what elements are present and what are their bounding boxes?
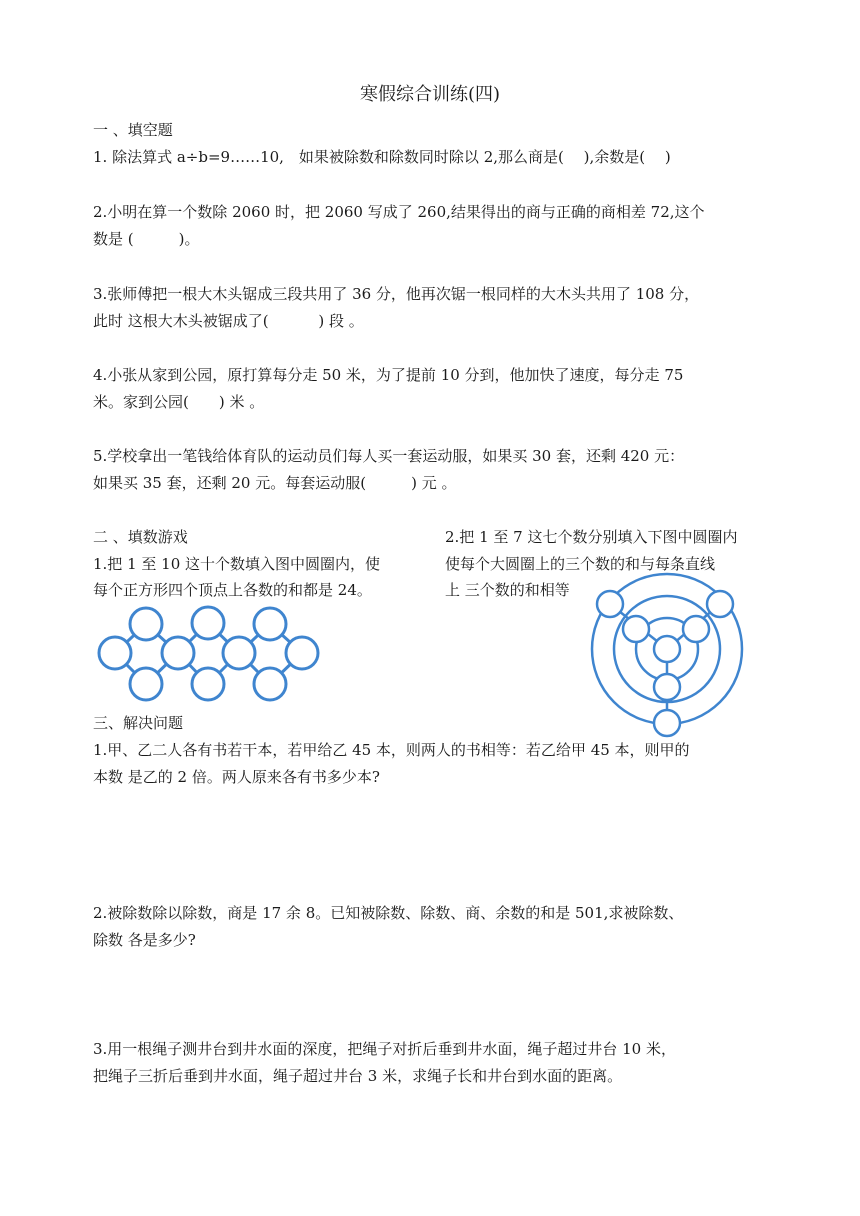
section1-heading: 一 、填空题 <box>93 121 173 139</box>
blank-circle <box>99 637 131 669</box>
question-2-2-line3: 上 三个数的和相等 <box>445 581 570 599</box>
blank-circle <box>654 710 680 736</box>
blank-circle <box>623 616 649 642</box>
question-1-4-line2: 米。家到公园( ) 米 。 <box>93 393 265 411</box>
blank-circle <box>192 668 224 700</box>
blank-circle <box>192 607 224 639</box>
question-2-1-line2: 每个正方形四个顶点上各数的和都是 24。 <box>93 581 372 599</box>
question-3-1-line2: 本数 是乙的 2 倍。两人原来各有书多少本? <box>93 768 380 786</box>
blank-circle <box>254 668 286 700</box>
question-1-2-line2: 数是 ( )。 <box>93 230 200 248</box>
question-3-2-line2: 除数 各是多少? <box>93 931 196 949</box>
blank-circle <box>130 608 162 640</box>
blank-circle <box>707 591 733 617</box>
question-2-1-line1: 1.把 1 至 10 这十个数填入图中圆圈内，使 <box>93 555 381 573</box>
question-1-5-line1: 5.学校拿出一笔钱给体育队的运动员们每人买一套运动服，如果买 30 套，还剩 420 元： <box>93 447 685 465</box>
squares-circle-diagram <box>96 604 326 704</box>
blank-circle <box>654 636 680 662</box>
concentric-circles-diagram <box>590 577 750 742</box>
blank-circle <box>162 637 194 669</box>
blank-circle <box>130 668 162 700</box>
question-3-3-line1: 3.用一根绳子测井台到井水面的深度，把绳子对折后垂到井水面，绳子超过井台 10 米， <box>93 1040 676 1058</box>
question-2-2-line2: 使每个大圆圈上的三个数的和与每条直线 <box>445 555 716 573</box>
question-1-3-line2: 此时 这根大木头被锯成了( ) 段 。 <box>93 312 364 330</box>
question-3-1-line1: 1.甲、乙二人各有书若干本，若甲给乙 45 本，则两人的书相等：若乙给甲 45 本，则甲的 <box>93 741 690 759</box>
section3-heading: 三、解决问题 <box>93 714 184 732</box>
blank-circle <box>254 608 286 640</box>
blank-circle <box>597 591 623 617</box>
blank-circle <box>654 674 680 700</box>
question-1-2-line1: 2.小明在算一个数除 2060 时，把 2060 写成了 260,结果得出的商与正确的商相差 72,这个 <box>93 203 705 221</box>
page-title: 寒假综合训练(四) <box>359 84 501 105</box>
question-2-2-line1: 2.把 1 至 7 这七个数分别填入下图中圆圈内 <box>445 528 738 546</box>
section2-heading: 二 、填数游戏 <box>93 528 188 546</box>
question-3-3-line2: 把绳子三折后垂到井水面，绳子超过井台 3 米，求绳子长和井台到水面的距离。 <box>93 1067 623 1085</box>
blank-circle <box>286 637 318 669</box>
blank-circle <box>223 637 255 669</box>
question-1-1: 1. 除法算式 a÷b=9……10, 如果被除数和除数同时除以 2,那么商是( ),余数是( ) <box>93 148 671 166</box>
question-1-3-line1: 3.张师傅把一根大木头锯成三段共用了 36 分，他再次锯一根同样的大木头共用了 108 分， <box>93 285 700 303</box>
question-1-4-line1: 4.小张从家到公园，原打算每分走 50 米，为了提前 10 分到，他加快了速度，每分走 75 <box>93 366 684 384</box>
blank-circle <box>683 616 709 642</box>
question-1-5-line2: 如果买 35 套，还剩 20 元。每套运动服( ) 元 。 <box>93 474 457 492</box>
question-3-2-line1: 2.被除数除以除数，商是 17 余 8。已知被除数、除数、商、余数的和是 501,求被除数、 <box>93 904 684 922</box>
